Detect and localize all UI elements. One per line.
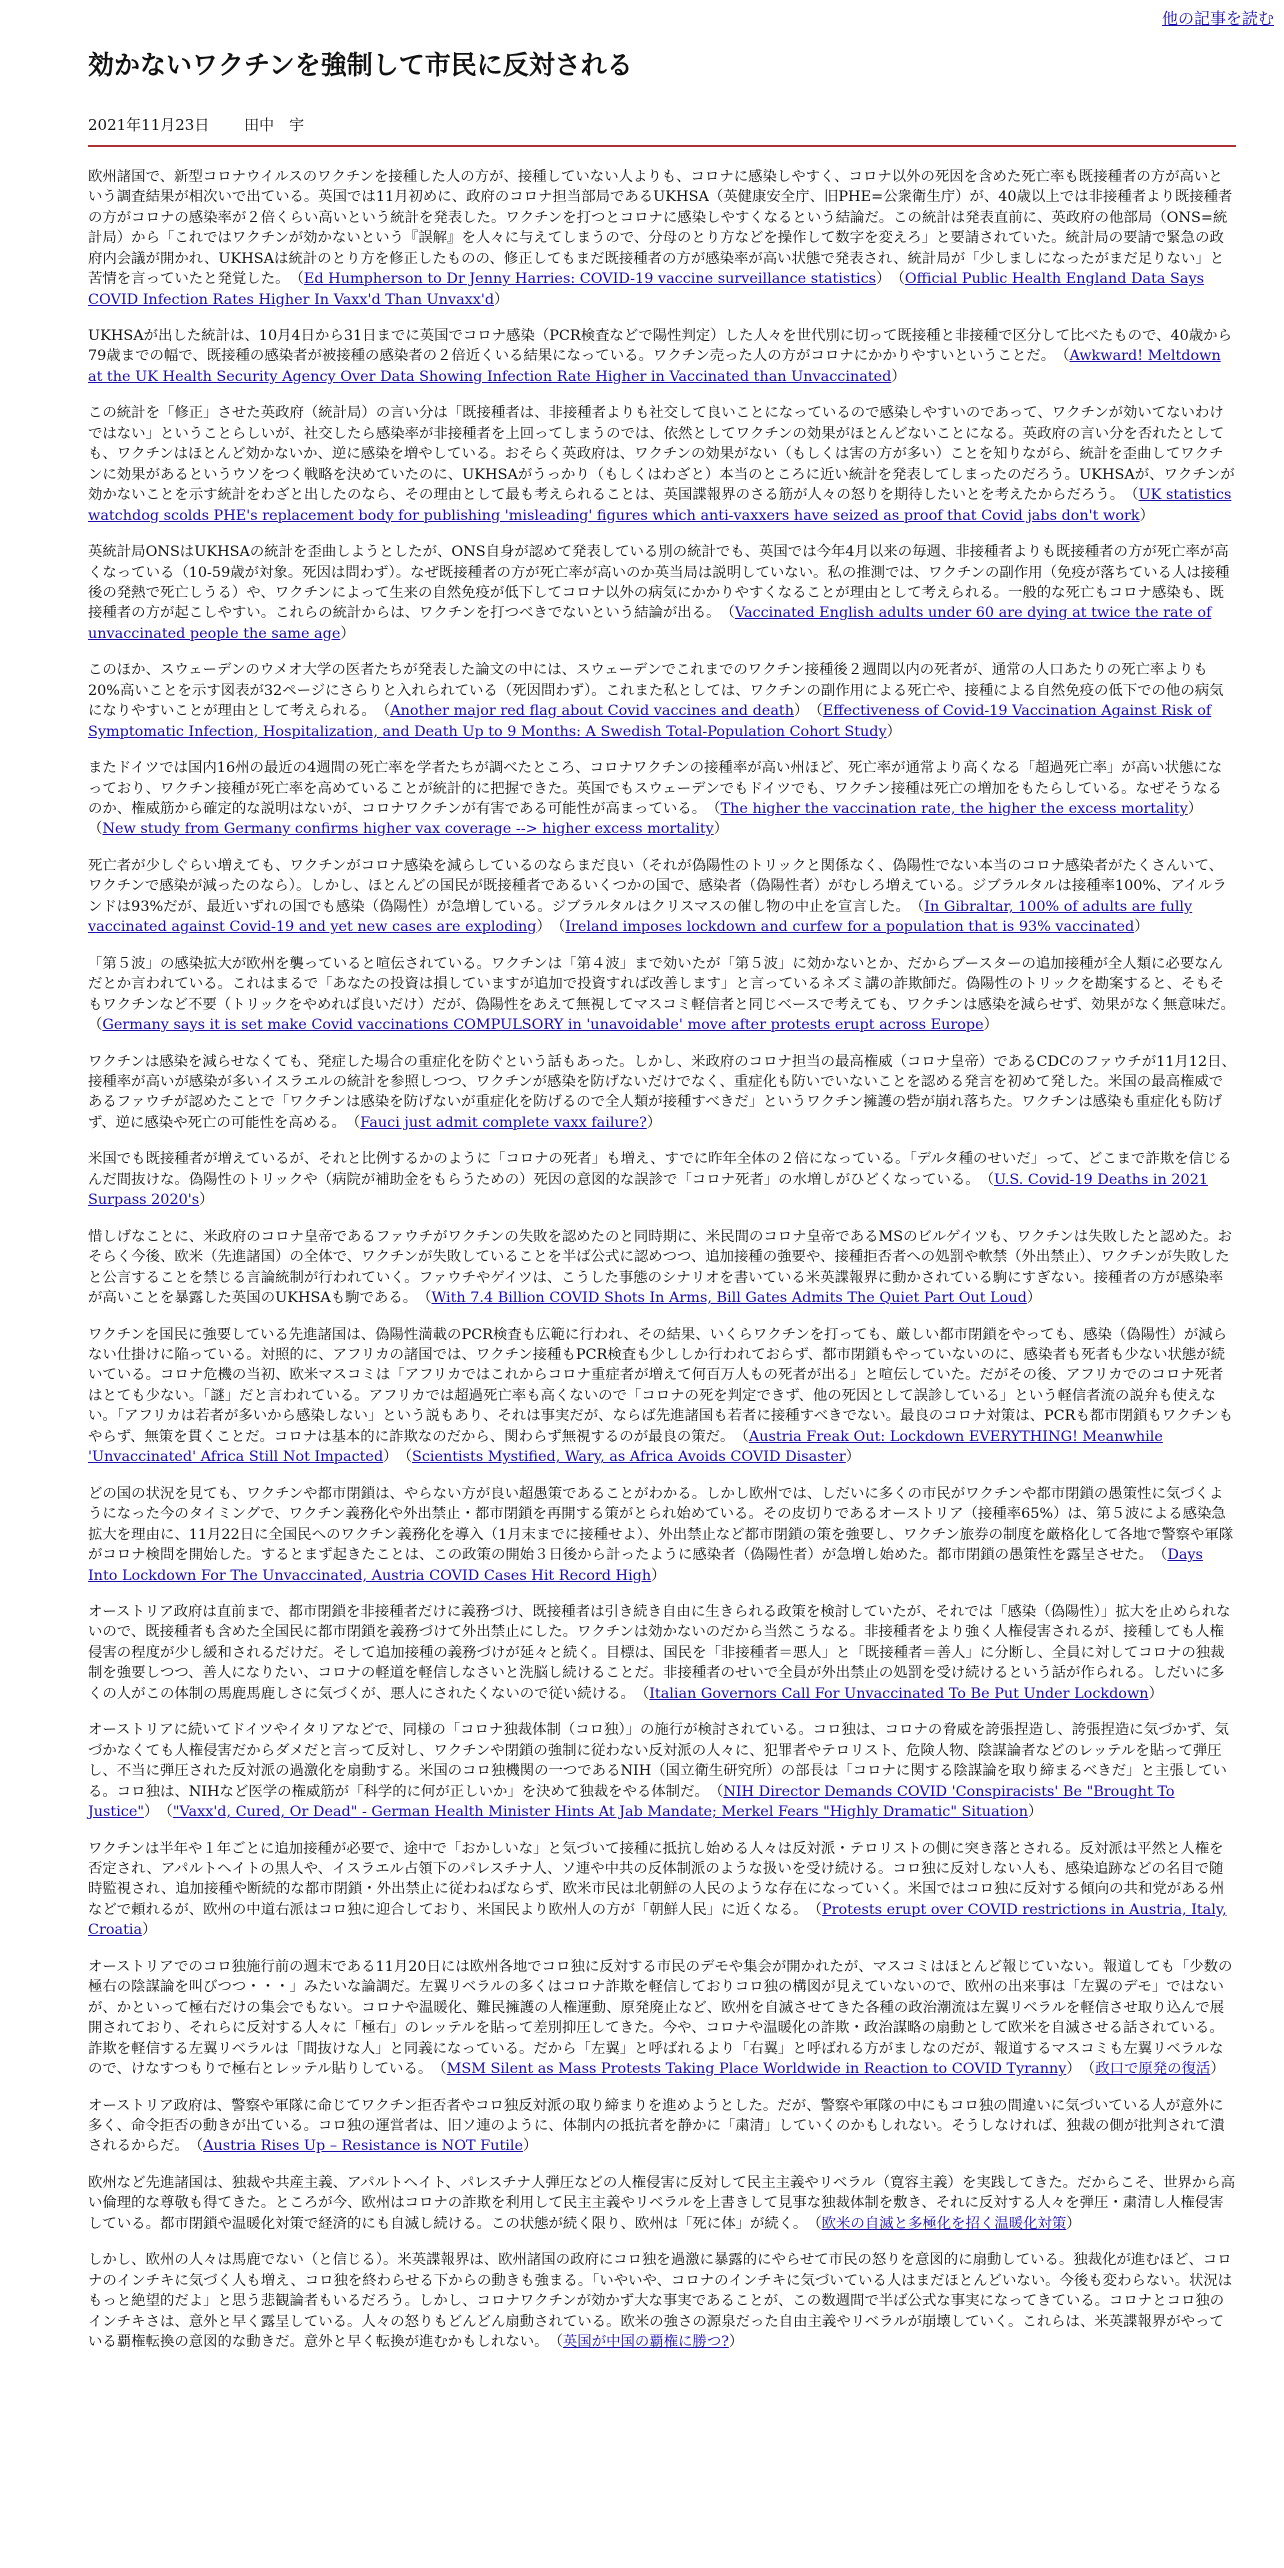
paragraph: 「第５波」の感染拡大が欧州を襲っていると喧伝されている。ワクチンは「第４波」まで効いたが「第５波」に効かないとか、だからブースターの追加接種が全人類に必要なんだとか言われている。これはまるで「あなたの投資は損していますが追加で投資すれば改善します」と言っているネズミ講の詐欺師だ。偽陽性のトリックを勘案すると、そもそもワクチンなど不要（トリックをやめれば良いだけ）だが、偽陽性をあえて無視してマスコミ軽信者と同じベースで考えても、ワクチンは感染を減らせず、効果がなく無意味だ。 （Germany says it is set make Covid vaccinations COMPULSORY in 'unavoidable' move after protests erupt across Europe） bbox=[88, 955, 1243, 1034]
paragraph: ワクチンを国民に強要している先進諸国は、偽陽性満載のPCR検査も広範に行われ、その結果、いくらワクチンを打っても、厳しい都市閉鎖をやっても、感染（偽陽性）が減らない仕掛けに陥っている。対照的に、アフリカの諸国では、ワクチン接種もPCR検査も少ししか行われておらず、都市閉鎖もやっていないのに、感染者も死者も少ない状態が続いている。コロナ危機の当初、欧米マスコミは「アフリカではこれからコロナ重症者が増えて何百万人もの死者が出る」と喧伝していた。だがその後、アフリカでのコロナ死者はとても少ない。「謎」だと言われている。アフリカでは超過死亡率も高くないので「コロナの死を判定できず、他の死因として誤診している」という軽信者流の説弁も使えない。「アフリカは若者が多いから感染しない」という説もあり、それは事実だが、ならば先進諸国も若者に接種すべきでない。最良のコロナ対策は、PCRも都市閉鎖もワクチンもやらず、無策を貫くことだ。コロナは基本的に詐欺なのだから、関わらず無視するのが最良の策だ。 （Austria Freak Out: Lockdown EVERYTHING! Meanwhile 'Unvaccinated' Africa Still Not Impacted） （Scientists Mystified, Wary, as Africa Avoids COVID Disaster） bbox=[88, 1326, 1234, 1466]
article bbox=[88, 50, 1243, 2368]
paragraph: 死亡者が少しぐらい増えても、ワクチンがコロナ感染を減らしているのならまだ良い（それが偽陽性のトリックと関係なく、偽陽性でない本当のコロナ感染者がたくさんいて、ワクチンで感染が減ったのなら）。しかし、ほとんどの国民が既接種者であるいくつかの国で、感染者（偽陽性者）がむしろ増えている。ジブラルタルは接種率100%、アイルランドは93%だが、最近いずれの国でも感染（偽陽性）が急増している。ジブラルタルはクリスマスの催し物の中止を宣言した。 （In Gibraltar, 100% of adults are fully vaccinated against Covid-19 and yet new cases are exploding） （Ireland imposes lockdown and curfew for a population that is 93% vaccinated） bbox=[88, 857, 1227, 936]
title-divider bbox=[88, 145, 1236, 147]
reference-link[interactable]: Germany says it is set make Covid vaccinations COMPULSORY in 'unavoidable' move after protests erupt across Europe bbox=[102, 1017, 984, 1034]
paragraph: どの国の状況を見ても、ワクチンや都市閉鎖は、やらない方が良い超愚策であることがわかる。しかし欧州では、しだいに多くの市民がワクチンや都市閉鎖の愚策性に気づくようになった今のタイミングで、ワクチン義務化や外出禁止・都市閉鎖を再開する策がとられ始めている。その皮切りであるオーストリア（接種率65%）は、第５波による感染急拡大を理由に、11月22日に全国民へのワクチン義務化を導入（1月末までに接種せよ）、外出禁止など都市閉鎖の策を強要し、ワクチン旅券の制度を厳格化して各地で警察や軍隊がコロナ検問を開始した。するとまず起きたことは、この政策の開始３日後から計ったように感染者（偽陽性者）が急増し始めた。都市閉鎖の愚策性を露呈させた。 （Days Into Lockdown For The Unvaccinated, Austria COVID Cases Hit Record High） bbox=[88, 1485, 1234, 1584]
reference-link[interactable]: New study from Germany confirms higher vax coverage --> higher excess mortality bbox=[102, 821, 714, 838]
page-title: 効かないワクチンを強制して市民に反対される bbox=[88, 51, 633, 81]
reference-link[interactable]: 英国が中国の覇権に勝つ? bbox=[562, 2334, 729, 2351]
reference-link[interactable]: Vaccinated English adults under 60 are dying at twice the rate of unvaccinated people the same age bbox=[88, 605, 1212, 642]
paragraph-text: オーストリアに続いてドイツやイタリアなどで、同様の「コロナ独裁体制（コロ独）」の施行が検討されている。コロ独は、コロナの脅威を誇張捏造し、誇張捏造に気づかず、気づかなくても人権侵害だからダメだと言って反対し、ワクチンや閉鎖の強制に従わない反対派の人々に、犯罪者やテロリスト、危険人物、陰謀論者などのレッテルを貼って弾圧し、不当に弾圧された反対派の過激化を扇動する。米国のコロ独機関の一つであるNIH（国立衛生研究所）の部長は「コロナに関する陰謀論を取り締まるべきだ」と主張している。コロ独は、NIHなど医学の権威筋が「科学的に何が正しいか」を決めて独裁をやる体制だ。 bbox=[88, 1722, 1229, 1800]
article-date: 2021年11月23日 bbox=[88, 115, 210, 134]
reference-link[interactable]: UK statistics watchdog scolds PHE's replacement body for publishing 'misleading' figures which anti-vaxxers have seized as proof that Covid jabs don't work bbox=[88, 487, 1232, 524]
reference-link[interactable]: NIH Director Demands COVID 'Conspiracists' Be "Brought To Justice" bbox=[88, 1783, 1175, 1821]
paragraph-text: ワクチンを国民に強要している先進諸国は、偽陽性満載のPCR検査も広範に行われ、その結果、いくらワクチンを打っても、厳しい都市閉鎖をやっても、感染（偽陽性）が減らない仕掛けに陥っている。対照的に、アフリカの諸国では、ワクチン接種もPCR検査も少ししか行われておらず、都市閉鎖もやっていないのに、感染者も死者も少ない状態が続いている。コロナ危機の当初、欧米マスコミは「アフリカではこれからコロナ重症者が増えて何百万人もの死者が出る」と喧伝していた。だがその後、アフリカでのコロナ死者はとても少ない。「謎」だと言われている。アフリカでは超過死亡率も高くないので「コロナの死を判定できず、他の死因として誤診している」という軽信者流の説弁も使えない。「アフリカは若者が多いから感染しない」という説もあり、それは事実だが、ならば先進諸国も若者に接種すべきでない。最良のコロナ対策は、PCRも都市閉鎖もワクチンもやらず、無策を貫くことだ。コロナは基本的に詐欺なのだから、関わらず無視するのが最良の策だ。 bbox=[88, 1326, 1234, 1445]
paragraph-text: 英統計局ONSはUKHSAの統計を歪曲しようとしたが、ONS自身が認めて発表している別の統計でも、英国では今年4月以来の毎週、非接種者よりも既接種者の方が死亡率が高くなっている（10-59歳が対象。死因は問わず）。なぜ既接種者の方が死亡率が高いのか英当局は説明していない。私の推測では、ワクチンの副作用（免疫が落ちている人は接種後の発熱で死亡しうる）や、ワクチンによって生来の自然免疫が低下してコロナ以外の病気にかかりやすくなることが理由として考えられる。一般的な死亡もコロナ感染も、既接種者の方が起こしやすい。これらの統計からは、ワクチンを打つべきでないという結論が出る。 bbox=[88, 544, 1230, 622]
reference-link[interactable]: The higher the vaccination rate, the higher the excess mortality bbox=[720, 801, 1188, 818]
paragraph: オーストリア政府は直前まで、都市閉鎖を非接種者だけに義務づけ、既接種者は引き続き自由に生きられる政策を検討していたが、それでは「感染（偽陽性）」拡大を止められないので、既接種者も含めた全国民に都市閉鎖を義務づけて外出禁止にした。ワクチンは効かないのだから当然こうなる。非接種者をより強く人権侵害されるが、接種しても人権侵害の程度が少し緩和されるだけだ。そして追加接種の義務づけが延々と続く。目標は、国民を「非接種者＝悪人」と「既接種者＝善人」に分断し、全員に対してコロナの独裁制を強要しつつ、善人になりたい、コロナの軽道を軽信しなさいと洗脳し続けることだ。非接種者のせいで全員が外出禁止の処罰を受け続けるという話が作られる。しだいに多くの人がこの体制の馬鹿馬鹿しさに気づくが、悪人にされたくないので従い続ける。 （Italian Governors Call For Unvaccinated To Be Put Under Lockdown） bbox=[88, 1603, 1231, 1702]
paragraph: しかし、欧州の人々は馬鹿でない（と信じる）。米英諜報界は、欧州諸国の政府にコロ独を過激に暴露的にやらせて市民の怒りを意図的に扇動している。独裁化が進むほど、コロナのインチキに気づく人も増え、コロ独を終わらせる下からの動きも強まる。「いやいや、コロナのインチキに気づいている人はまだほとんどいない。今後も変わらない。状況はもっと絶望的だよ」と思う悲観論者もいるだろう。しかし、コロナワクチンが効かず大な事実であることが、この数週間で半ば公式な事実になってきている。コロナとコロ独のインチキさは、意外と早く露呈している。人々の怒りもどんどん扇動されている。欧米の強さの源泉だった自由主義やリベラルが崩壊していく。これらは、米英諜報界がやっている覇権転換の意図的な動きだ。意外と早く転換が進むかもしれない。 （英国が中国の覇権に勝つ?） bbox=[88, 2252, 1233, 2351]
reference-link[interactable]: Effectiveness of Covid-19 Vaccination Against Risk of Symptomatic Infection, Hospitalization, and Death Up to 9 Months: A Swedish Total-Population Cohort Study bbox=[88, 703, 1212, 740]
reference-link[interactable]: Days Into Lockdown For The Unvaccinated, Austria COVID Cases Hit Record High bbox=[88, 1547, 1203, 1584]
reference-link[interactable]: 政口で原発の復活 bbox=[1095, 2061, 1211, 2078]
paragraph: 欧州など先進諸国は、独裁や共産主義、アパルトヘイト、パレスチナ人弾圧などの人権侵害に反対して民主主義やリベラル（寛容主義）を実践してきた。だからこそ、世界から高い倫理的な尊敬も得てきた。ところが今、欧州はコロナの詐欺を利用して民主主義やリベラルを上書きして見事な独裁体制を敷き、それに反対する人々を弾圧・粛清し人権侵害している。都市閉鎖や温暖化対策で経済的にも自滅し続ける。この状態が続く限り、欧州は「死に体」が続く。 （欧米の自滅と多極化を招く温暖化対策） bbox=[88, 2174, 1236, 2232]
reference-link[interactable]: 欧米の自滅と多極化を招く温暖化対策 bbox=[821, 2215, 1067, 2232]
paragraph-text: ワクチンは半年や１年ごとに追加接種が必要で、途中で「おかしいな」と気づいて接種に抵抗し始める人々は反対派・テロリストの側に突き落とされる。反対派は平然と人権を否定され、アパルトヘイトの黒人や、イスラエル占領下のパレスチナ人、ソ連や中共の反体制派のような扱いを受け続ける。コロ独に反対しない人も、感染追跡などの名目で随時監視され、追加接種や断続的な都市閉鎖・外出禁止に従わねばならず、欧米市民は北朝鮮の人民のような存在になっていく。米国ではコロ独に反対する傾向の共和党がある州などで頼れるが、欧州の中道右派はコロ独に迎合しており、米国民より欧州人の方が「朝鮮人民」に近くなる。 bbox=[88, 1840, 1225, 1918]
paragraph-text: UKHSAが出した統計は、10月4日から31日までに英国でコロナ感染（PCR検査などで陽性判定）した人々を世代別に切って既接種と非接種で区分して比べたもので、40歳から79歳までの幅で、既接種の感染者が被接種の感染者の２倍近くいる結果になっている。ワクチン売った人の方がコロナにかかりやすいということだ。 bbox=[88, 327, 1232, 365]
reference-link[interactable]: MSM Silent as Mass Protests Taking Place Worldwide in Reaction to COVID Tyranny bbox=[446, 2061, 1067, 2078]
reference-link[interactable]: Official Public Health England Data Says COVID Infection Rates Higher In Vaxx'd Than Unvaxx'd bbox=[88, 271, 1205, 308]
reference-link[interactable]: Austria Freak Out: Lockdown EVERYTHING! Meanwhile 'Unvaccinated' Africa Still Not Impacted bbox=[88, 1428, 1163, 1466]
paragraph: ワクチンは半年や１年ごとに追加接種が必要で、途中で「おかしいな」と気づいて接種に抵抗し始める人々は反対派・テロリストの側に突き落とされる。反対派は平然と人権を否定され、アパルトヘイトの黒人や、イスラエル占領下のパレスチナ人、ソ連や中共の反体制派のような扱いを受け続ける。コロ独に反対しない人も、感染追跡などの名目で随時監視され、追加接種や断続的な都市閉鎖・外出禁止に従わねばならず、欧米市民は北朝鮮の人民のような存在になっていく。米国ではコロ独に反対する傾向の共和党がある州などで頼れるが、欧州の中道右派はコロ独に迎合しており、米国民より欧州人の方が「朝鮮人民」に近くなる。 （Protests erupt over COVID restrictions in Austria, Italy, Croatia） bbox=[88, 1840, 1227, 1939]
paragraph: オーストリアに続いてドイツやイタリアなどで、同様の「コロナ独裁体制（コロ独）」の施行が検討されている。コロ独は、コロナの脅威を誇張捏造し、誇張捏造に気づかず、気づかなくても人権侵害だからダメだと言って反対し、ワクチンや閉鎖の強制に従わない反対派の人々に、犯罪者やテロリスト、危険人物、陰謀論者などのレッテルを貼って弾圧し、不当に弾圧された反対派の過激化を扇動する。米国のコロ独機関の一つであるNIH（国立衛生研究所）の部長は「コロナに関する陰謀論を取り締まるべきだ」と主張している。コロ独は、NIHなど医学の権威筋が「科学的に何が正しいか」を決めて独裁をやる体制だ。 （NIH Director Demands COVID 'Conspiracists' Be "Brought To Justice"） （"Vaxx'd, Cured, Or Dead" - German Health Minister Hints At Jab Mandate; Merkel Fears "Highly Dramatic" Situation） bbox=[88, 1722, 1229, 1821]
paragraph: 惜しげなことに、米政府のコロナ皇帝であるファウチがワクチンの失敗を認めたのと同時期に、米民間のコロナ皇帝であるMSのビルゲイツも、ワクチンは失敗したと認めた。おそらく今後、欧米（先進諸国）の全体で、ワクチンが失敗していることを半ば公式に認めつつ、追加接種の強要や、接種拒否者への処罰や軟禁（外出禁止）、ワクチンが失敗したと公言することを禁じる言論統制が行われていく。ファウチやゲイツは、こうした事態のシナリオを書いている米英諜報界に動かされている駒にすぎない。接種者の方が感染率が高いことを暴露した英国のUKHSAも駒である。 （With 7.4 Billion COVID Shots In Arms, Bill Gates Admits The Quiet Part Out Loud） bbox=[88, 1228, 1233, 1307]
reference-link[interactable]: "Vaxx'd, Cured, Or Dead" - German Health Minister Hints At Jab Mandate; Merkel Fears "Highly Dramatic" Situation bbox=[172, 1804, 1028, 1821]
paragraph-text: しかし、欧州の人々は馬鹿でない（と信じる）。米英諜報界は、欧州諸国の政府にコロ独を過激に暴露的にやらせて市民の怒りを意図的に扇動している。独裁化が進むほど、コロナのインチキに気づく人も増え、コロ独を終わらせる下からの動きも強まる。「いやいや、コロナのインチキに気づいている人はまだほとんどいない。今後も変わらない。状況はもっと絶望的だよ」と思う悲観論者もいるだろう。しかし、コロナワクチンが効かず大な事実であることが、この数週間で半ば公式な事実になってきている。コロナとコロ独のインチキさは、意外と早く露呈している。人々の怒りもどんどん扇動されている。欧米の強さの源泉だった自由主義やリベラルが崩壊していく。これらは、米英諜報界がやっている覇権転換の意図的な動きだ。意外と早く転換が進むかもしれない。 bbox=[88, 2252, 1233, 2351]
paragraph-text: どの国の状況を見ても、ワクチンや都市閉鎖は、やらない方が良い超愚策であることがわかる。しかし欧州では、しだいに多くの市民がワクチンや都市閉鎖の愚策性に気づくようになった今のタイミングで、ワクチン義務化や外出禁止・都市閉鎖を再開する策がとられ始めている。その皮切りであるオーストリア（接種率65%）は、第５波による感染急拡大を理由に、11月22日に全国民へのワクチン義務化を導入（1月末までに接種せよ）、外出禁止など都市閉鎖の策を強要し、ワクチン旅券の制度を厳格化して各地で警察や軍隊がコロナ検問を開始した。するとまず起きたことは、この政策の開始３日後から計ったように感染者（偽陽性者）が急増し始めた。都市閉鎖の愚策性を露呈させた。 bbox=[88, 1485, 1234, 1564]
paragraph-text: このほか、スウェーデンのウメオ大学の医者たちが発表した論文の中には、スウェーデンでこれまでのワクチン接種後２週間以内の死者が、通常の人口あたりの死亡率よりも20%高いことを示す図表が32ページにさらりと入れられている（死因問わず）。これまた私としては、ワクチンの副作用による死亡や、接種による自然免疫の低下での他の病気になりやすいことが理由として考えられる。 bbox=[88, 662, 1224, 720]
paragraph-text: 死亡者が少しぐらい増えても、ワクチンがコロナ感染を減らしているのならまだ良い（それが偽陽性のトリックと関係なく、偽陽性でない本当のコロナ感染者がたくさんいて、ワクチンで感染が減ったのなら）。しかし、ほとんどの国民が既接種者であるいくつかの国で、感染者（偽陽性者）がむしろ増えている。ジブラルタルは接種率100%、アイルランドは93%だが、最近いずれの国でも感染（偽陽性）が急増している。ジブラルタルはクリスマスの催し物の中止を宣言した。 bbox=[88, 857, 1227, 915]
paragraph: 欧州諸国で、新型コロナウイルスのワクチンを接種した人の方が、接種していない人よりも、コロナに感染しやすく、コロナ以外の死因を含めた死亡率も既接種者の方が高いという調査結果が相次いで出ている。英国では11月初めに、政府のコロナ担当部局であるUKHSA（英健康安全庁、旧PHE=公衆衛生庁）が、40歳以上では非接種者より既接種者の方がコロナの感染率が２倍くらい高いという統計を発表した。ワクチンを打つとコロナに感染しやすくなるという結論だ。この統計は発表直前に、英政府の他部局（ONS=統計局）から「これではワクチンが効かないという『誤解』を人々に与えてしまうので、分母のとり方などを操作して数字を変えろ」と要請されていた。統計局の要請で緊急の政府内会議が開かれ、UKHSAは統計のとり方を修正したものの、修正してもまだ既接種者の方が感染率が高い状態で発表され、統計局が「少しましになったがまだ足りない」と苦情を言っていたと発覚した。 （Ed Humpherson to Dr Jenny Harries: COVID-19 vaccine surveillance statistics） （Official Public Health England Data Says COVID Infection Rates Higher In Vaxx'd Than Unvaxx'd） bbox=[88, 168, 1233, 308]
paragraph-text: オーストリア政府は、警察や軍隊に命じてワクチン拒否者やコロ独反対派の取り締まりを進めようとした。だが、警察や軍隊の中にもコロ独の間違いに気づいている人が意外に多く、命令拒否の動きが出ている。コロ独の運営者は、旧ソ連のように、体制内の抵抗者を静かに「粛清」していくのかもしれない。そうしなければ、独裁の側が批判されて潰されるからだ。 bbox=[88, 2097, 1225, 2155]
paragraph: オーストリアでのコロ独施行前の週末である11月20日には欧州各地でコロ独に反対する市民のデモや集会が開かれたが、マスコミはほとんど報じていない。報道しても「少数の極右の陰謀論を叫びつつ・・・」みたいな論調だ。左翼リベラルの多くはコロナ詐欺を軽信しておりコロ独の構図が見えていないので、欧州の出来事は「左翼のデモ」ではないが、かといって極右だけの集会でもない。コロナや温暖化、難民擁護の人権運動、原発廃止など、欧州を自滅させてきた各種の政治潮流は左翼リベラルを軽信させ取り込んで展開されており、それらに反対する人々に「極右」のレッテルを貼って差別抑圧してきた。今や、コロナや温暖化の詐欺・政治謀略の扇動として欧米を自滅させる話されている。詐欺を軽信する左翼リベラルは「間抜けな人」と同義になっている。だから「左翼」と呼ばれるより「右翼」と呼ばれる方がましなのだが、報道するマスコミも左翼リベラルなので、けなすつもりで極右とレッテル貼りしている。 （MSM Silent as Mass Protests Taking Place Worldwide in Reaction to COVID Tyranny） （政口で原発の復活） bbox=[88, 1958, 1233, 2078]
reference-link[interactable]: Scientists Mystified, Wary, as Africa Avoids COVID Disaster bbox=[411, 1449, 846, 1466]
reference-link[interactable]: Awkward! Meltdown at the UK Health Security Agency Over Data Showing Infection Rate Higher in Vaccinated than Unvaccinated bbox=[88, 348, 1221, 385]
reference-link[interactable]: Fauci just admit complete vaxx failure? bbox=[360, 1114, 647, 1131]
paragraph: 英統計局ONSはUKHSAの統計を歪曲しようとしたが、ONS自身が認めて発表している別の統計でも、英国では今年4月以来の毎週、非接種者よりも既接種者の方が死亡率が高くなっている（10-59歳が対象。死因は問わず）。なぜ既接種者の方が死亡率が高いのか英当局は説明していない。私の推測では、ワクチンの副作用（免疫が落ちている人は接種後の発熱で死亡しうる）や、ワクチンによって生来の自然免疫が低下してコロナ以外の病気にかかりやすくなることが理由として考えられる。一般的な死亡もコロナ感染も、既接種者の方が起こしやすい。これらの統計からは、ワクチンを打つべきでないという結論が出る。 （Vaccinated English adults under 60 are dying at twice the rate of unvaccinated people the same age） bbox=[88, 544, 1230, 642]
paragraph: ワクチンは感染を減らせなくても、発症した場合の重症化を防ぐという話もあった。しかし、米政府のコロナ担当の最高権威（コロナ皇帝）であるCDCのファウチが11月12日、接種率が高いが感染が多いイスラエルの統計を参照しつつ、ワクチンが感染を防げないだけでなく、重症化も防いでいないことを認める発言を初めて発した。米国の最高権威であるファウチが認めたことで「ワクチンは感染を防げないが重症化を防げるので全人類が接種すべきだ」というワクチン擁護の砦が崩れ落ちた。ワクチンは感染も重症化も防げず、逆に感染や死亡の可能性を高める。 （Fauci just admit complete vaxx failure?） bbox=[88, 1053, 1236, 1131]
paragraph-text: 欧州諸国で、新型コロナウイルスのワクチンを接種した人の方が、接種していない人よりも、コロナに感染しやすく、コロナ以外の死因を含めた死亡率も既接種者の方が高いという調査結果が相次いで出ている。英国では11月初めに、政府のコロナ担当部局であるUKHSA（英健康安全庁、旧PHE=公衆衛生庁）が、40歳以上では非接種者より既接種者の方がコロナの感染率が２倍くらい高いという統計を発表した。ワクチンを打つとコロナに感染しやすくなるという結論だ。この統計は発表直前に、英政府の他部局（ONS=統計局）から「これではワクチンが効かないという『誤解』を人々に与えてしまうので、分母のとり方などを操作して数字を変えろ」と要請されていた。統計局の要請で緊急の政府内会議が開かれ、UKHSAは統計のとり方を修正したものの、修正してもまだ既接種者の方が感染率が高い状態で発表され、統計局が「少しましになったがまだ足りない」と苦情を言っていたと発覚した。 bbox=[88, 168, 1233, 288]
paragraph-text: ワクチンは感染を減らせなくても、発症した場合の重症化を防ぐという話もあった。しかし、米政府のコロナ担当の最高権威（コロナ皇帝）であるCDCのファウチが11月12日、接種率が高いが感染が多いイスラエルの統計を参照しつつ、ワクチンが感染を防げないだけでなく、重症化も防いでいないことを認める発言を初めて発した。米国の最高権威であるファウチが認めたことで「ワクチンは感染を防げないが重症化を防げるので全人類が接種すべきだ」というワクチン擁護の砦が崩れ落ちた。ワクチンは感染も重症化も防げず、逆に感染や死亡の可能性を高める。 bbox=[88, 1053, 1236, 1131]
article-body bbox=[88, 167, 1243, 2353]
reference-link[interactable]: Protests erupt over COVID restrictions in Austria, Italy, Croatia bbox=[88, 1901, 1227, 1939]
paragraph: またドイツでは国内16州の最近の4週間の死亡率を学者たちが調べたところ、コロナワクチンの接種率が高い州ほど、死亡率が通常より高くなる「超過死亡率」が高い状態になっており、ワクチン接種が死亡率を高めていることが統計的に把握できた。英国でもスウェーデンでもドイツでも、ワクチン接種は死亡の増加をもたらしている。なぜそうなるのか、権威筋から確定的な説明はないが、コロナワクチンが有害である可能性が高まっている。 （The higher the vaccination rate, the higher the excess mortality） （New study from Germany confirms higher vax coverage --> higher excess mortality） bbox=[88, 760, 1223, 838]
reference-link[interactable]: Ed Humpherson to Dr Jenny Harries: COVID-19 vaccine surveillance statistics bbox=[303, 271, 877, 288]
paragraph-text: またドイツでは国内16州の最近の4週間の死亡率を学者たちが調べたところ、コロナワクチンの接種率が高い州ほど、死亡率が通常より高くなる「超過死亡率」が高い状態になっており、ワクチン接種が死亡率を高めていることが統計的に把握できた。英国でもスウェーデンでもドイツでも、ワクチン接種は死亡の増加をもたらしている。なぜそうなるのか、権威筋から確定的な説明はないが、コロナワクチンが有害である可能性が高まっている。 bbox=[88, 760, 1223, 818]
paragraph-text: この統計を「修正」させた英政府（統計局）の言い分は「既接種者は、非接種者よりも社交して良いことになっているので感染しやすいのであって、ワクチンが効いてないわけではない」ということらしいが、社交したら感染率が非接種者を上回ってしまうのでは、依然としてワクチンの効果がほとんどないことになる。英政府の言い分を否れたとしても、ワクチンはほとんど効かないか、逆に感染を増やしている。おそらく英政府は、ワクチンの効果がない（もしくは害の方が多い）ことを知りながら、統計を歪曲してワクチンに効果があるというウソをつく戦略を決めていたのに、UKHSAがうっかり（もしくはわざと）本当のところに近い統計を発表してしまったのだろう。UKHSAが、ワクチンが効かないことを示す統計をわざと出したのなら、その理由として最も考えられることは、英国諜報界のさる筋が人々の怒りを期待したいとを考えたからだろう。 bbox=[88, 405, 1235, 504]
reference-link[interactable]: Italian Governors Call For Unvaccinated To Be Put Under Lockdown bbox=[649, 1685, 1149, 1702]
paragraph-text: オーストリア政府は直前まで、都市閉鎖を非接種者だけに義務づけ、既接種者は引き続き自由に生きられる政策を検討していたが、それでは「感染（偽陽性）」拡大を止められないので、既接種者も含めた全国民に都市閉鎖を義務づけて外出禁止にした。ワクチンは効かないのだから当然こうなる。非接種者をより強く人権侵害されるが、接種しても人権侵害の程度が少し緩和されるだけだ。そして追加接種の義務づけが延々と続く。目標は、国民を「非接種者＝悪人」と「既接種者＝善人」に分断し、全員に対してコロナの独裁制を強要しつつ、善人になりたい、コロナの軽道を軽信しなさいと洗脳し続けることだ。非接種者のせいで全員が外出禁止の処罰を受け続けるという話が作られる。しだいに多くの人がこの体制の馬鹿馬鹿しさに気づくが、悪人にされたくないので従い続ける。 bbox=[88, 1603, 1231, 1702]
other-articles-link[interactable]: 他の記事を読む bbox=[1161, 9, 1274, 28]
paragraph: このほか、スウェーデンのウメオ大学の医者たちが発表した論文の中には、スウェーデンでこれまでのワクチン接種後２週間以内の死者が、通常の人口あたりの死亡率よりも20%高いことを示す図表が32ページにさらりと入れられている（死因問わず）。これまた私としては、ワクチンの副作用による死亡や、接種による自然免疫の低下での他の病気になりやすいことが理由として考えられる。 （Another major red flag about Covid vaccines and death） （Effectiveness of Covid-19 Vaccination Against Risk of Symptomatic Infection, Hospitalization, and Death Up to 9 Months: A Swedish Total-Population Cohort Study） bbox=[88, 662, 1224, 740]
paragraph-text: 惜しげなことに、米政府のコロナ皇帝であるファウチがワクチンの失敗を認めたのと同時期に、米民間のコロナ皇帝であるMSのビルゲイツも、ワクチンは失敗したと認めた。おそらく今後、欧米（先進諸国）の全体で、ワクチンが失敗していることを半ば公式に認めつつ、追加接種の強要や、接種拒否者への処罰や軟禁（外出禁止）、ワクチンが失敗したと公言することを禁じる言論統制が行われていく。ファウチやゲイツは、こうした事態のシナリオを書いている米英諜報界に動かされている駒にすぎない。接種者の方が感染率が高いことを暴露した英国のUKHSAも駒である。 bbox=[88, 1228, 1233, 1307]
reference-link[interactable]: U.S. Covid-19 Deaths in 2021 Surpass 2020's bbox=[88, 1171, 1209, 1209]
reference-link[interactable]: Ireland imposes lockdown and curfew for a population that is 93% vaccinated bbox=[565, 919, 1135, 936]
paragraph-text: 「第５波」の感染拡大が欧州を襲っていると喧伝されている。ワクチンは「第４波」まで効いたが「第５波」に効かないとか、だからブースターの追加接種が全人類に必要なんだとか言われている。これはまるで「あなたの投資は損していますが追加で投資すれば改善します」と言っているネズミ講の詐欺師だ。偽陽性のトリックを勘案すると、そもそもワクチンなど不要（トリックをやめれば良いだけ）だが、偽陽性をあえて無視してマスコミ軽信者と同じベースで考えても、ワクチンは感染を減らせず、効果がなく無意味だ。 bbox=[88, 955, 1228, 1013]
article-author: 田中 宇 bbox=[244, 115, 305, 134]
paragraph-text: 米国でも既接種者が増えているが、それと比例するかのように「コロナの死者」も増え、すでに昨年全体の２倍になっている。「デルタ種のせいだ」って、どこまで詐欺を信じるんだ間抜けな。偽陽性のトリックや（病院が補助金をもらうための）死因の意図的な誤診で「コロナ死者」の水増しがひどくなっている。 bbox=[88, 1151, 1232, 1188]
paragraph: この統計を「修正」させた英政府（統計局）の言い分は「既接種者は、非接種者よりも社交して良いことになっているので感染しやすいのであって、ワクチンが効いてないわけではない」ということらしいが、社交したら感染率が非接種者を上回ってしまうのでは、依然としてワクチンの効果がほとんどないことになる。英政府の言い分を否れたとしても、ワクチンはほとんど効かないか、逆に感染を増やしている。おそらく英政府は、ワクチンの効果がない（もしくは害の方が多い）ことを知りながら、統計を歪曲してワクチンに効果があるというウソをつく戦略を決めていたのに、UKHSAがうっかり（もしくはわざと）本当のところに近い統計を発表してしまったのだろう。UKHSAが、ワクチンが効かないことを示す統計をわざと出したのなら、その理由として最も考えられることは、英国諜報界のさる筋が人々の怒りを期待したいとを考えたからだろう。 （UK statistics watchdog scolds PHE's replacement body for publishing 'misleading' figures which anti-vaxxers have seized as proof that Covid jabs don't work） bbox=[88, 405, 1235, 524]
paragraph: オーストリア政府は、警察や軍隊に命じてワクチン拒否者やコロ独反対派の取り締まりを進めようとした。だが、警察や軍隊の中にもコロ独の間違いに気づいている人が意外に多く、命令拒否の動きが出ている。コロ独の運営者は、旧ソ連のように、体制内の抵抗者を静かに「粛清」していくのかもしれない。そうしなければ、独裁の側が批判されて潰されるからだ。 （Austria Rises Up – Resistance is NOT Futile） bbox=[88, 2097, 1225, 2155]
reference-link[interactable]: With 7.4 Billion COVID Shots In Arms, Bill Gates Admits The Quiet Part Out Loud bbox=[431, 1290, 1027, 1307]
reference-link[interactable]: In Gibraltar, 100% of adults are fully vaccinated against Covid-19 and yet new cases are exploding bbox=[88, 898, 1193, 936]
reference-link[interactable]: Another major red flag about Covid vaccines and death bbox=[390, 703, 794, 720]
article-meta bbox=[88, 114, 1236, 135]
paragraph-text: オーストリアでのコロ独施行前の週末である11月20日には欧州各地でコロ独に反対する市民のデモや集会が開かれたが、マスコミはほとんど報じていない。報道しても「少数の極右の陰謀論を叫びつつ・・・」みたいな論調だ。左翼リベラルの多くはコロナ詐欺を軽信しておりコロ独の構図が見えていないので、欧州の出来事は「左翼のデモ」ではないが、かといって極右だけの集会でもない。コロナや温暖化、難民擁護の人権運動、原発廃止など、欧州を自滅させてきた各種の政治潮流は左翼リベラルを軽信させ取り込んで展開されており、それらに反対する人々に「極右」のレッテルを貼って差別抑圧してきた。今や、コロナや温暖化の詐欺・政治謀略の扇動として欧米を自滅させる話されている。詐欺を軽信する左翼リベラルは「間抜けな人」と同義になっている。だから「左翼」と呼ばれるより「右翼」と呼ばれる方がましなのだが、報道するマスコミも左翼リベラルなので、けなすつもりで極右とレッテル貼りしている。 bbox=[88, 1958, 1233, 2078]
reference-link[interactable]: Austria Rises Up – Resistance is NOT Futile bbox=[203, 2138, 523, 2155]
paragraph-text: 欧州など先進諸国は、独裁や共産主義、アパルトヘイト、パレスチナ人弾圧などの人権侵害に反対して民主主義やリベラル（寛容主義）を実践してきた。だからこそ、世界から高い倫理的な尊敬も得てきた。ところが今、欧州はコロナの詐欺を利用して民主主義やリベラルを上書きして見事な独裁体制を敷き、それに反対する人々を弾圧・粛清し人権侵害している。都市閉鎖や温暖化対策で経済的にも自滅し続ける。この状態が続く限り、欧州は「死に体」が続く。 bbox=[88, 2174, 1236, 2232]
paragraph: 米国でも既接種者が増えているが、それと比例するかのように「コロナの死者」も増え、すでに昨年全体の２倍になっている。「デルタ種のせいだ」って、どこまで詐欺を信じるんだ間抜けな。偽陽性のトリックや（病院が補助金をもらうための）死因の意図的な誤診で「コロナ死者」の水増しがひどくなっている。 （U.S. Covid-19 Deaths in 2021 Surpass 2020's） bbox=[88, 1151, 1232, 1209]
paragraph: UKHSAが出した統計は、10月4日から31日までに英国でコロナ感染（PCR検査などで陽性判定）した人々を世代別に切って既接種と非接種で区分して比べたもので、40歳から79歳までの幅で、既接種の感染者が被接種の感染者の２倍近くいる結果になっている。ワクチン売った人の方がコロナにかかりやすいということだ。 （Awkward! Meltdown at the UK Health Security Agency Over Data Showing Infection Rate Higher in Vaccinated than Unvaccinated） bbox=[88, 327, 1232, 385]
